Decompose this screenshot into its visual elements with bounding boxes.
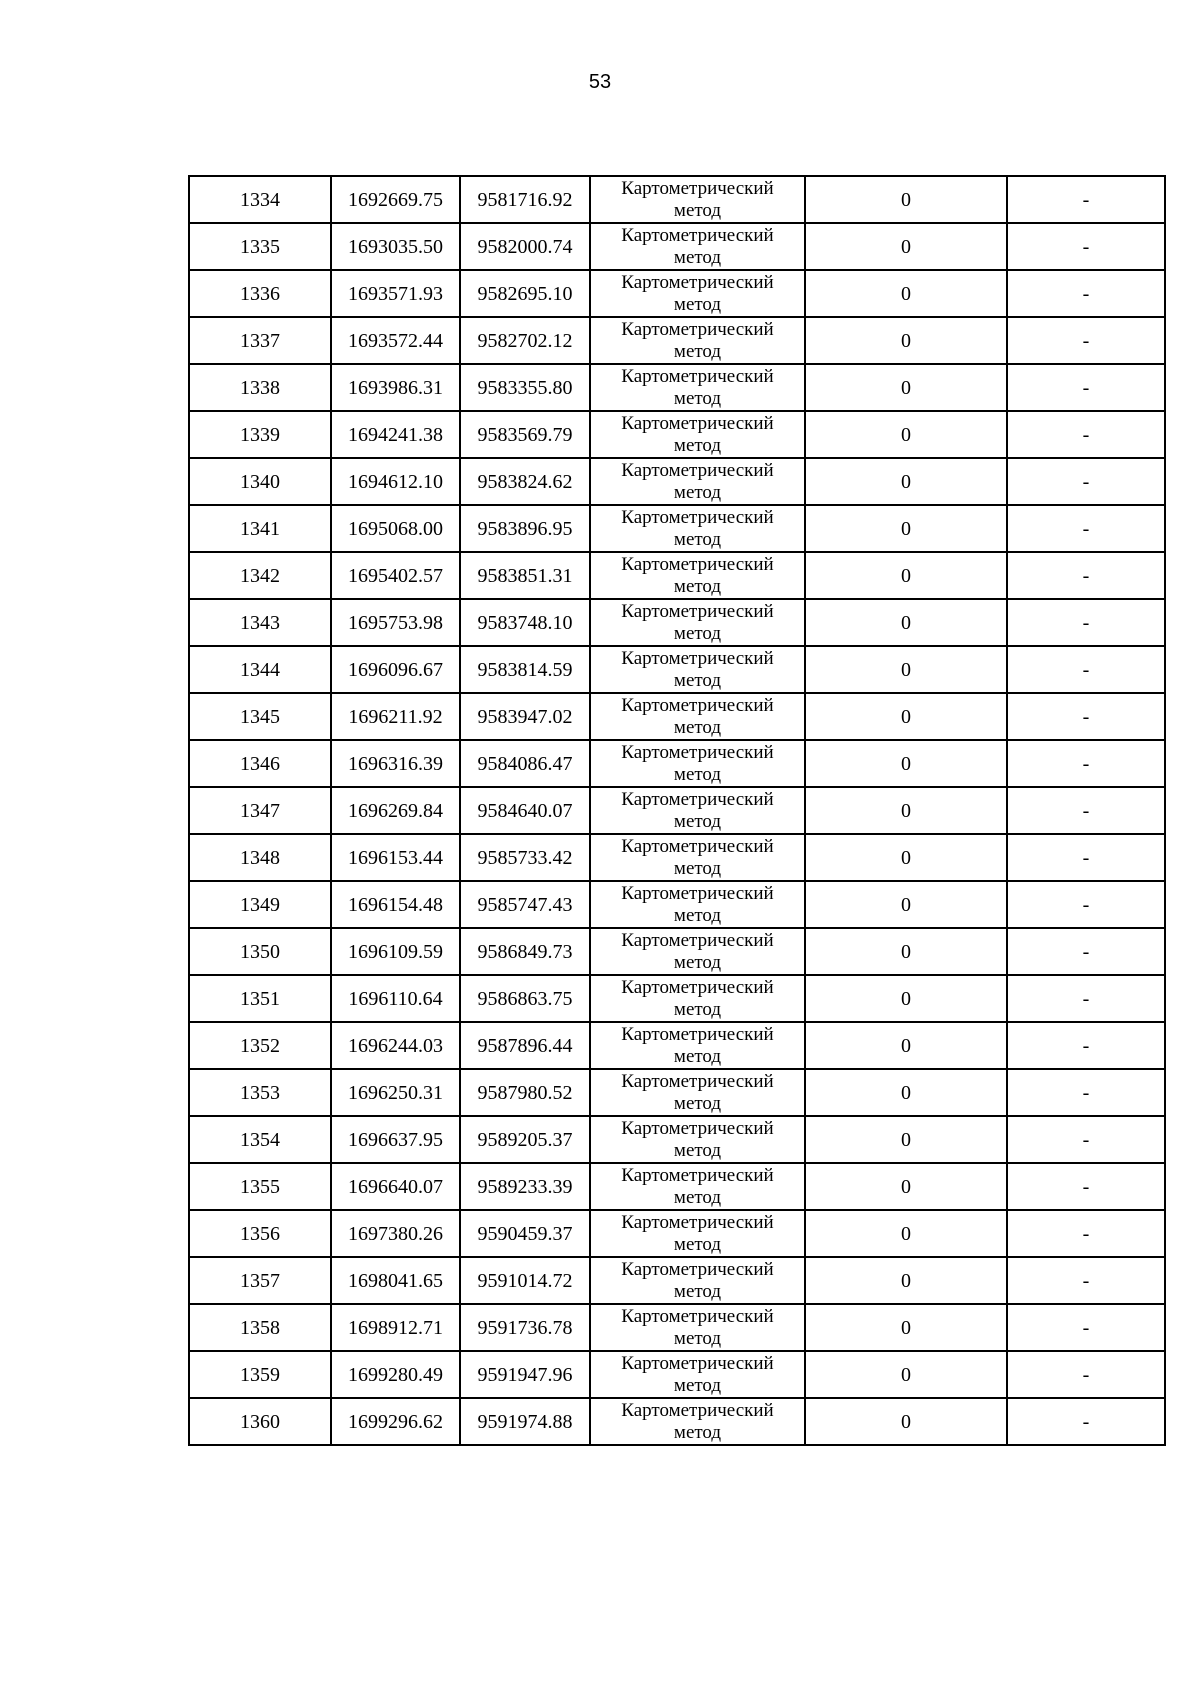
table-row bbox=[189, 693, 1165, 740]
note-cell: - bbox=[1007, 1257, 1165, 1304]
method-line-2: метод bbox=[673, 434, 722, 456]
x-coordinate-cell: 1696244.03 bbox=[331, 1022, 460, 1069]
y-coordinate-cell: 9583748.10 bbox=[460, 599, 590, 646]
error-value-cell: 0 bbox=[805, 1210, 1007, 1257]
method-line-2: метод bbox=[673, 387, 722, 409]
point-number-cell: 1352 bbox=[189, 1022, 331, 1069]
table-row bbox=[189, 928, 1165, 975]
error-value-cell: 0 bbox=[805, 1304, 1007, 1351]
x-coordinate-cell: 1694612.10 bbox=[331, 458, 460, 505]
method-line-1: Картометрический bbox=[621, 1305, 774, 1327]
x-coordinate-cell: 1696153.44 bbox=[331, 834, 460, 881]
x-coordinate-cell: 1693986.31 bbox=[331, 364, 460, 411]
point-number-cell: 1354 bbox=[189, 1116, 331, 1163]
method-line-1: Картометрический bbox=[621, 1023, 774, 1045]
x-coordinate-cell: 1695068.00 bbox=[331, 505, 460, 552]
method-cell bbox=[590, 1257, 805, 1304]
table-row bbox=[189, 552, 1165, 599]
method-line-1: Картометрический bbox=[621, 459, 774, 481]
method-cell bbox=[590, 599, 805, 646]
error-value-cell: 0 bbox=[805, 599, 1007, 646]
y-coordinate-cell: 9583896.95 bbox=[460, 505, 590, 552]
table-row bbox=[189, 1351, 1165, 1398]
method-cell bbox=[590, 1304, 805, 1351]
y-coordinate-cell: 9582695.10 bbox=[460, 270, 590, 317]
note-cell: - bbox=[1007, 270, 1165, 317]
error-value-cell: 0 bbox=[805, 223, 1007, 270]
table-row bbox=[189, 270, 1165, 317]
method-line-2: метод bbox=[673, 293, 722, 315]
point-number-cell: 1351 bbox=[189, 975, 331, 1022]
y-coordinate-cell: 9589205.37 bbox=[460, 1116, 590, 1163]
point-number-cell: 1338 bbox=[189, 364, 331, 411]
method-line-2: метод bbox=[673, 622, 722, 644]
method-line-1: Картометрический bbox=[621, 1117, 774, 1139]
method-line-1: Картометрический bbox=[621, 553, 774, 575]
method-cell bbox=[590, 270, 805, 317]
error-value-cell: 0 bbox=[805, 740, 1007, 787]
table-row bbox=[189, 1304, 1165, 1351]
method-line-1: Картометрический bbox=[621, 1070, 774, 1092]
method-line-2: метод bbox=[673, 1280, 722, 1302]
error-value-cell: 0 bbox=[805, 834, 1007, 881]
x-coordinate-cell: 1693035.50 bbox=[331, 223, 460, 270]
method-line-2: метод bbox=[673, 763, 722, 785]
table-row bbox=[189, 1210, 1165, 1257]
error-value-cell: 0 bbox=[805, 975, 1007, 1022]
method-cell bbox=[590, 693, 805, 740]
method-cell bbox=[590, 881, 805, 928]
method-line-2: метод bbox=[673, 1139, 722, 1161]
point-number-cell: 1343 bbox=[189, 599, 331, 646]
method-line-1: Картометрический bbox=[621, 224, 774, 246]
x-coordinate-cell: 1696316.39 bbox=[331, 740, 460, 787]
table-row bbox=[189, 364, 1165, 411]
table-row bbox=[189, 975, 1165, 1022]
method-line-1: Картометрический bbox=[621, 1352, 774, 1374]
x-coordinate-cell: 1695402.57 bbox=[331, 552, 460, 599]
note-cell: - bbox=[1007, 1163, 1165, 1210]
x-coordinate-cell: 1696211.92 bbox=[331, 693, 460, 740]
method-line-1: Картометрический bbox=[621, 835, 774, 857]
method-cell bbox=[590, 317, 805, 364]
method-line-1: Картометрический bbox=[621, 318, 774, 340]
x-coordinate-cell: 1696640.07 bbox=[331, 1163, 460, 1210]
method-cell bbox=[590, 1351, 805, 1398]
method-cell bbox=[590, 364, 805, 411]
point-number-cell: 1349 bbox=[189, 881, 331, 928]
error-value-cell: 0 bbox=[805, 1398, 1007, 1445]
method-line-1: Картометрический bbox=[621, 177, 774, 199]
method-line-1: Картометрический bbox=[621, 976, 774, 998]
error-value-cell: 0 bbox=[805, 787, 1007, 834]
y-coordinate-cell: 9581716.92 bbox=[460, 176, 590, 223]
method-line-1: Картометрический bbox=[621, 365, 774, 387]
x-coordinate-cell: 1699280.49 bbox=[331, 1351, 460, 1398]
method-line-2: метод bbox=[673, 1233, 722, 1255]
x-coordinate-cell: 1696269.84 bbox=[331, 787, 460, 834]
note-cell: - bbox=[1007, 552, 1165, 599]
x-coordinate-cell: 1696096.67 bbox=[331, 646, 460, 693]
note-cell: - bbox=[1007, 787, 1165, 834]
table-row bbox=[189, 1257, 1165, 1304]
point-number-cell: 1358 bbox=[189, 1304, 331, 1351]
error-value-cell: 0 bbox=[805, 693, 1007, 740]
point-number-cell: 1344 bbox=[189, 646, 331, 693]
y-coordinate-cell: 9591736.78 bbox=[460, 1304, 590, 1351]
error-value-cell: 0 bbox=[805, 1116, 1007, 1163]
table-row bbox=[189, 411, 1165, 458]
error-value-cell: 0 bbox=[805, 646, 1007, 693]
y-coordinate-cell: 9590459.37 bbox=[460, 1210, 590, 1257]
method-line-1: Картометрический bbox=[621, 647, 774, 669]
table-row bbox=[189, 599, 1165, 646]
method-line-1: Картометрический bbox=[621, 506, 774, 528]
table-row bbox=[189, 223, 1165, 270]
y-coordinate-cell: 9582000.74 bbox=[460, 223, 590, 270]
error-value-cell: 0 bbox=[805, 411, 1007, 458]
y-coordinate-cell: 9586863.75 bbox=[460, 975, 590, 1022]
x-coordinate-cell: 1693571.93 bbox=[331, 270, 460, 317]
note-cell: - bbox=[1007, 1022, 1165, 1069]
method-line-1: Картометрический bbox=[621, 600, 774, 622]
method-cell bbox=[590, 411, 805, 458]
point-number-cell: 1347 bbox=[189, 787, 331, 834]
y-coordinate-cell: 9585747.43 bbox=[460, 881, 590, 928]
method-line-1: Картометрический bbox=[621, 1258, 774, 1280]
method-cell bbox=[590, 1116, 805, 1163]
note-cell: - bbox=[1007, 364, 1165, 411]
method-line-2: метод bbox=[673, 199, 722, 221]
method-cell bbox=[590, 834, 805, 881]
method-line-2: метод bbox=[673, 998, 722, 1020]
y-coordinate-cell: 9589233.39 bbox=[460, 1163, 590, 1210]
method-cell bbox=[590, 176, 805, 223]
point-number-cell: 1337 bbox=[189, 317, 331, 364]
note-cell: - bbox=[1007, 1398, 1165, 1445]
error-value-cell: 0 bbox=[805, 1069, 1007, 1116]
method-line-1: Картометрический bbox=[621, 271, 774, 293]
y-coordinate-cell: 9583824.62 bbox=[460, 458, 590, 505]
method-cell bbox=[590, 646, 805, 693]
x-coordinate-cell: 1698041.65 bbox=[331, 1257, 460, 1304]
note-cell: - bbox=[1007, 1351, 1165, 1398]
method-cell bbox=[590, 740, 805, 787]
coordinates-table bbox=[188, 175, 1166, 1446]
method-line-2: метод bbox=[673, 857, 722, 879]
method-cell bbox=[590, 505, 805, 552]
y-coordinate-cell: 9583355.80 bbox=[460, 364, 590, 411]
table-row bbox=[189, 646, 1165, 693]
table-row bbox=[189, 1163, 1165, 1210]
x-coordinate-cell: 1693572.44 bbox=[331, 317, 460, 364]
error-value-cell: 0 bbox=[805, 881, 1007, 928]
table-row bbox=[189, 1022, 1165, 1069]
y-coordinate-cell: 9584640.07 bbox=[460, 787, 590, 834]
method-cell bbox=[590, 223, 805, 270]
note-cell: - bbox=[1007, 646, 1165, 693]
method-line-1: Картометрический bbox=[621, 1211, 774, 1233]
point-number-cell: 1350 bbox=[189, 928, 331, 975]
error-value-cell: 0 bbox=[805, 1351, 1007, 1398]
error-value-cell: 0 bbox=[805, 364, 1007, 411]
error-value-cell: 0 bbox=[805, 458, 1007, 505]
method-line-2: метод bbox=[673, 340, 722, 362]
method-cell bbox=[590, 928, 805, 975]
point-number-cell: 1335 bbox=[189, 223, 331, 270]
y-coordinate-cell: 9585733.42 bbox=[460, 834, 590, 881]
method-line-2: метод bbox=[673, 528, 722, 550]
x-coordinate-cell: 1696637.95 bbox=[331, 1116, 460, 1163]
point-number-cell: 1340 bbox=[189, 458, 331, 505]
point-number-cell: 1353 bbox=[189, 1069, 331, 1116]
point-number-cell: 1348 bbox=[189, 834, 331, 881]
method-line-2: метод bbox=[673, 1045, 722, 1067]
note-cell: - bbox=[1007, 693, 1165, 740]
point-number-cell: 1357 bbox=[189, 1257, 331, 1304]
error-value-cell: 0 bbox=[805, 317, 1007, 364]
note-cell: - bbox=[1007, 411, 1165, 458]
method-line-2: метод bbox=[673, 810, 722, 832]
point-number-cell: 1342 bbox=[189, 552, 331, 599]
method-cell bbox=[590, 1210, 805, 1257]
method-cell bbox=[590, 1022, 805, 1069]
y-coordinate-cell: 9591014.72 bbox=[460, 1257, 590, 1304]
y-coordinate-cell: 9586849.73 bbox=[460, 928, 590, 975]
x-coordinate-cell: 1692669.75 bbox=[331, 176, 460, 223]
error-value-cell: 0 bbox=[805, 176, 1007, 223]
note-cell: - bbox=[1007, 834, 1165, 881]
note-cell: - bbox=[1007, 975, 1165, 1022]
point-number-cell: 1345 bbox=[189, 693, 331, 740]
x-coordinate-cell: 1695753.98 bbox=[331, 599, 460, 646]
method-line-2: метод bbox=[673, 481, 722, 503]
y-coordinate-cell: 9591974.88 bbox=[460, 1398, 590, 1445]
method-cell bbox=[590, 1069, 805, 1116]
x-coordinate-cell: 1694241.38 bbox=[331, 411, 460, 458]
method-line-1: Картометрический bbox=[621, 412, 774, 434]
error-value-cell: 0 bbox=[805, 270, 1007, 317]
table-row bbox=[189, 1069, 1165, 1116]
error-value-cell: 0 bbox=[805, 552, 1007, 599]
note-cell: - bbox=[1007, 1210, 1165, 1257]
error-value-cell: 0 bbox=[805, 1163, 1007, 1210]
table-row bbox=[189, 317, 1165, 364]
table-row bbox=[189, 881, 1165, 928]
table-row bbox=[189, 740, 1165, 787]
note-cell: - bbox=[1007, 881, 1165, 928]
x-coordinate-cell: 1696154.48 bbox=[331, 881, 460, 928]
method-line-2: метод bbox=[673, 1186, 722, 1208]
method-cell bbox=[590, 458, 805, 505]
table-row bbox=[189, 505, 1165, 552]
x-coordinate-cell: 1696110.64 bbox=[331, 975, 460, 1022]
method-line-2: метод bbox=[673, 951, 722, 973]
note-cell: - bbox=[1007, 176, 1165, 223]
y-coordinate-cell: 9582702.12 bbox=[460, 317, 590, 364]
method-cell bbox=[590, 975, 805, 1022]
note-cell: - bbox=[1007, 505, 1165, 552]
note-cell: - bbox=[1007, 317, 1165, 364]
method-line-2: метод bbox=[673, 904, 722, 926]
y-coordinate-cell: 9583569.79 bbox=[460, 411, 590, 458]
method-line-2: метод bbox=[673, 1092, 722, 1114]
point-number-cell: 1339 bbox=[189, 411, 331, 458]
page-number: 53 bbox=[588, 71, 612, 93]
y-coordinate-cell: 9583947.02 bbox=[460, 693, 590, 740]
method-line-1: Картометрический bbox=[621, 1164, 774, 1186]
note-cell: - bbox=[1007, 458, 1165, 505]
method-cell bbox=[590, 787, 805, 834]
table-row bbox=[189, 1116, 1165, 1163]
y-coordinate-cell: 9584086.47 bbox=[460, 740, 590, 787]
method-line-2: метод bbox=[673, 669, 722, 691]
method-line-2: метод bbox=[673, 1374, 722, 1396]
note-cell: - bbox=[1007, 1069, 1165, 1116]
table-row bbox=[189, 834, 1165, 881]
coordinates-table-body bbox=[189, 176, 1165, 1445]
point-number-cell: 1334 bbox=[189, 176, 331, 223]
method-line-1: Картометрический bbox=[621, 1399, 774, 1421]
error-value-cell: 0 bbox=[805, 1257, 1007, 1304]
error-value-cell: 0 bbox=[805, 1022, 1007, 1069]
note-cell: - bbox=[1007, 1304, 1165, 1351]
method-line-1: Картометрический bbox=[621, 788, 774, 810]
method-line-1: Картометрический bbox=[621, 929, 774, 951]
point-number-cell: 1341 bbox=[189, 505, 331, 552]
note-cell: - bbox=[1007, 223, 1165, 270]
x-coordinate-cell: 1698912.71 bbox=[331, 1304, 460, 1351]
method-line-2: метод bbox=[673, 246, 722, 268]
method-line-2: метод bbox=[673, 575, 722, 597]
method-line-1: Картометрический bbox=[621, 882, 774, 904]
note-cell: - bbox=[1007, 740, 1165, 787]
y-coordinate-cell: 9583814.59 bbox=[460, 646, 590, 693]
table-row bbox=[189, 787, 1165, 834]
point-number-cell: 1336 bbox=[189, 270, 331, 317]
point-number-cell: 1355 bbox=[189, 1163, 331, 1210]
table-row bbox=[189, 1398, 1165, 1445]
y-coordinate-cell: 9583851.31 bbox=[460, 552, 590, 599]
error-value-cell: 0 bbox=[805, 928, 1007, 975]
x-coordinate-cell: 1696109.59 bbox=[331, 928, 460, 975]
table-row bbox=[189, 458, 1165, 505]
note-cell: - bbox=[1007, 928, 1165, 975]
method-cell bbox=[590, 552, 805, 599]
method-line-2: метод bbox=[673, 716, 722, 738]
point-number-cell: 1360 bbox=[189, 1398, 331, 1445]
point-number-cell: 1359 bbox=[189, 1351, 331, 1398]
method-cell bbox=[590, 1398, 805, 1445]
table-row bbox=[189, 176, 1165, 223]
y-coordinate-cell: 9587896.44 bbox=[460, 1022, 590, 1069]
method-line-2: метод bbox=[673, 1327, 722, 1349]
method-line-2: метод bbox=[673, 1421, 722, 1443]
y-coordinate-cell: 9591947.96 bbox=[460, 1351, 590, 1398]
note-cell: - bbox=[1007, 1116, 1165, 1163]
method-line-1: Картометрический bbox=[621, 694, 774, 716]
y-coordinate-cell: 9587980.52 bbox=[460, 1069, 590, 1116]
x-coordinate-cell: 1696250.31 bbox=[331, 1069, 460, 1116]
point-number-cell: 1346 bbox=[189, 740, 331, 787]
note-cell: - bbox=[1007, 599, 1165, 646]
point-number-cell: 1356 bbox=[189, 1210, 331, 1257]
method-cell bbox=[590, 1163, 805, 1210]
method-line-1: Картометрический bbox=[621, 741, 774, 763]
error-value-cell: 0 bbox=[805, 505, 1007, 552]
x-coordinate-cell: 1697380.26 bbox=[331, 1210, 460, 1257]
x-coordinate-cell: 1699296.62 bbox=[331, 1398, 460, 1445]
